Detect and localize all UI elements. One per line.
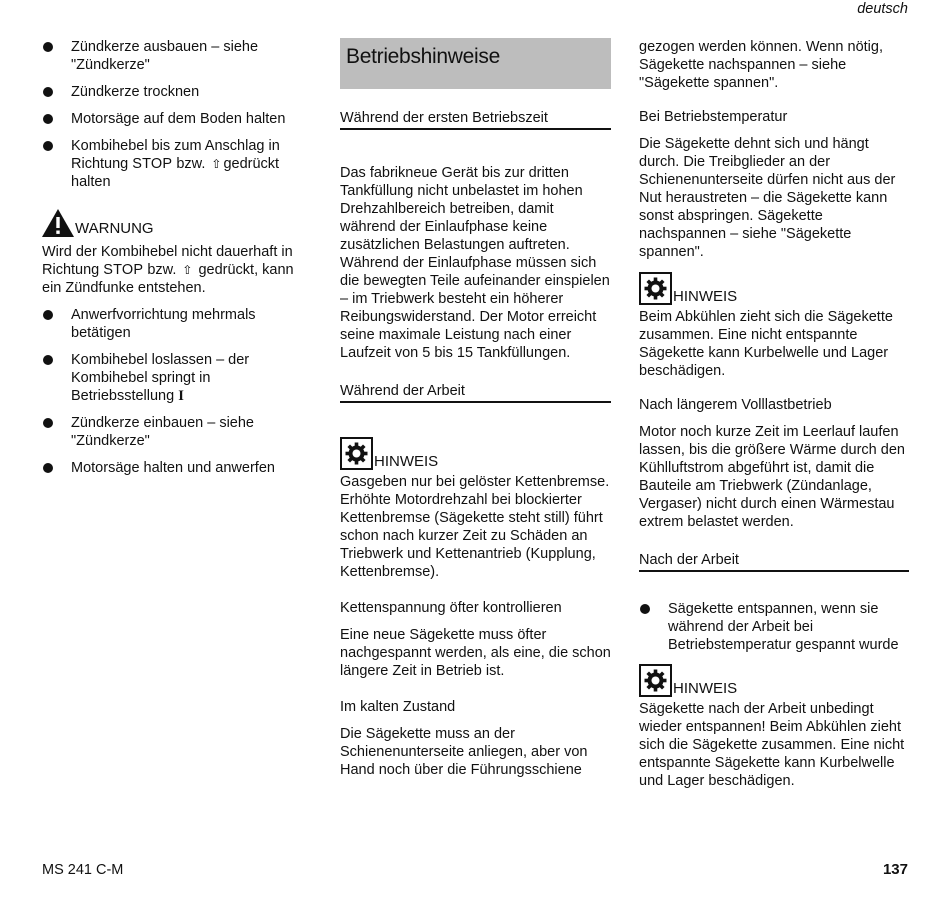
warning-triangle-icon <box>42 209 74 237</box>
list-item: Motorsäge halten und anwerfen <box>42 459 312 477</box>
subheading-chain-tension: Kettenspannung öfter kontrollieren <box>340 600 562 616</box>
bullet-list-after-work <box>639 600 909 654</box>
warning-label: WARNUNG <box>75 220 154 237</box>
column-right <box>639 38 909 799</box>
note-heading <box>639 272 909 305</box>
list-item-loslassen <box>42 351 312 405</box>
arrow-up-icon: ⇧ <box>211 157 222 171</box>
note-text: Sägekette nach der Arbeit unbedingt wieder entspannen! Beim Abkühlen zieht sich die Sägekette zusammen. Eine nicht entspannte Sägekette kann Kurbelwelle und Lager beschädigen. <box>639 701 905 789</box>
subheading-during-work: Während der Arbeit <box>340 382 611 403</box>
paragraph-chain-tension: Eine neue Sägekette muss öfter nachgespannt werden, als eine, die schon längere Zeit in Betrieb ist. <box>340 627 611 679</box>
text-segment: Kombihebel bis zum Anschlag in Richtung <box>71 138 280 172</box>
gear-icon <box>340 437 373 470</box>
subheading-operating-temperature: Bei Betriebstemperatur <box>639 109 788 125</box>
list-item: Motorsäge auf dem Boden halten <box>42 110 312 128</box>
column-left <box>42 38 312 486</box>
bullet-list-end <box>42 306 312 477</box>
paragraph-operating-temperature: Die Sägekette dehnt sich und hängt durch. Die Treibglieder an der Schienenunterseite dürfen nicht aus der Nut heraustreten – die Sägekette kann sonst abspringen. Sägekette nachspannen – siehe "Sägekette spannen". <box>639 136 896 260</box>
arrow-up-icon: ⇧ <box>182 263 193 277</box>
subheading-cold: Im kalten Zustand <box>340 699 456 715</box>
run-position-symbol: I <box>178 388 184 404</box>
warning-text <box>42 243 312 297</box>
subheading-first-operation: Während der ersten Betriebszeit <box>340 109 611 130</box>
note-label: HINWEIS <box>673 288 738 305</box>
model-name: MS 241 C-M <box>42 862 124 878</box>
language-label: deutsch <box>857 1 908 17</box>
list-item: Zündkerze einbauen – siehe "Zündkerze" <box>42 414 312 450</box>
list-item: Sägekette entspannen, wenn sie während der Arbeit bei Betriebstemperatur gespannt wurde <box>639 600 909 654</box>
column-middle <box>340 38 611 788</box>
gear-icon <box>639 664 672 697</box>
text-segment: bzw. <box>176 156 206 172</box>
section-title: Betriebshinweise <box>340 38 611 89</box>
note-heading <box>639 664 909 697</box>
subheading-full-load: Nach längerem Volllastbetrieb <box>639 397 832 413</box>
paragraph-cold: Die Sägekette muss an der Schienenunterseite anliegen, aber von Hand noch über die Führungsschiene <box>340 726 588 778</box>
paragraph-continued: gezogen werden können. Wenn nötig, Sägekette nachspannen – siehe "Sägekette spannen". <box>639 39 883 91</box>
list-item-kombihebel <box>42 137 312 191</box>
warning-heading <box>42 209 312 237</box>
text-segment: gedrückt halten <box>71 156 280 190</box>
text-segment: Wird der Kombihebel nicht dauerhaft in Richtung <box>42 244 293 278</box>
list-item: Zündkerze ausbauen – siehe "Zündkerze" <box>42 38 312 74</box>
note-text: Gasgeben nur bei gelöster Kettenbremse. Erhöhte Motordrehzahl bei blockierter Kettenbremse (Sägekette steht still) führt schon nach kurzer Zeit zu Schäden an Triebwerk und Kettenantrieb (Kupplung, Kettenbremse). <box>340 474 610 580</box>
note-label: HINWEIS <box>374 453 439 470</box>
gear-icon <box>639 272 672 305</box>
note-heading <box>340 437 611 470</box>
list-item: Zündkerze trocknen <box>42 83 312 101</box>
text-segment: gedrückt, kann ein Zündfunke entstehen. <box>42 262 294 296</box>
note-label: HINWEIS <box>673 680 738 697</box>
page-number: 137 <box>882 861 908 878</box>
stop-symbol: STOP <box>103 262 144 278</box>
text-segment: Kombihebel loslassen – der Kombihebel springt in Betriebsstellung <box>71 352 250 404</box>
text-segment: bzw. <box>147 262 177 278</box>
subheading-after-work: Nach der Arbeit <box>639 551 909 572</box>
paragraph-full-load: Motor noch kurze Zeit im Leerlauf laufen lassen, bis die größere Wärme durch den Kühlluftstrom abgeführt ist, damit die Bauteile am Triebwerk (Zündanlage, Vergaser) nicht durch einen Wärmestau extrem belastet werden. <box>639 424 905 530</box>
note-text: Beim Abkühlen zieht sich die Sägekette zusammen. Eine nicht entspannte Sägekette kann Kurbelwelle und Lager beschädigen. <box>639 309 893 379</box>
list-item: Anwerfvorrichtung mehrmals betätigen <box>42 306 312 342</box>
bullet-list-start <box>42 38 312 191</box>
stop-symbol: STOP <box>132 156 173 172</box>
paragraph-first-operation: Das fabrikneue Gerät bis zur dritten Tankfüllung nicht unbelastet im hohen Drehzahlbereich betreiben, damit während der Einlaufphase keine zusätzlichen Belastungen auftreten. Während der Einlaufphase müssen sich die bewegten Teile aufeinander einspielen – im Triebwerk besteht ein höherer Reibungswiderstand. Der Motor erreicht seine maximale Leistung nach einer Laufzeit von 5 bis 15 Tankfüllungen. <box>340 165 610 361</box>
